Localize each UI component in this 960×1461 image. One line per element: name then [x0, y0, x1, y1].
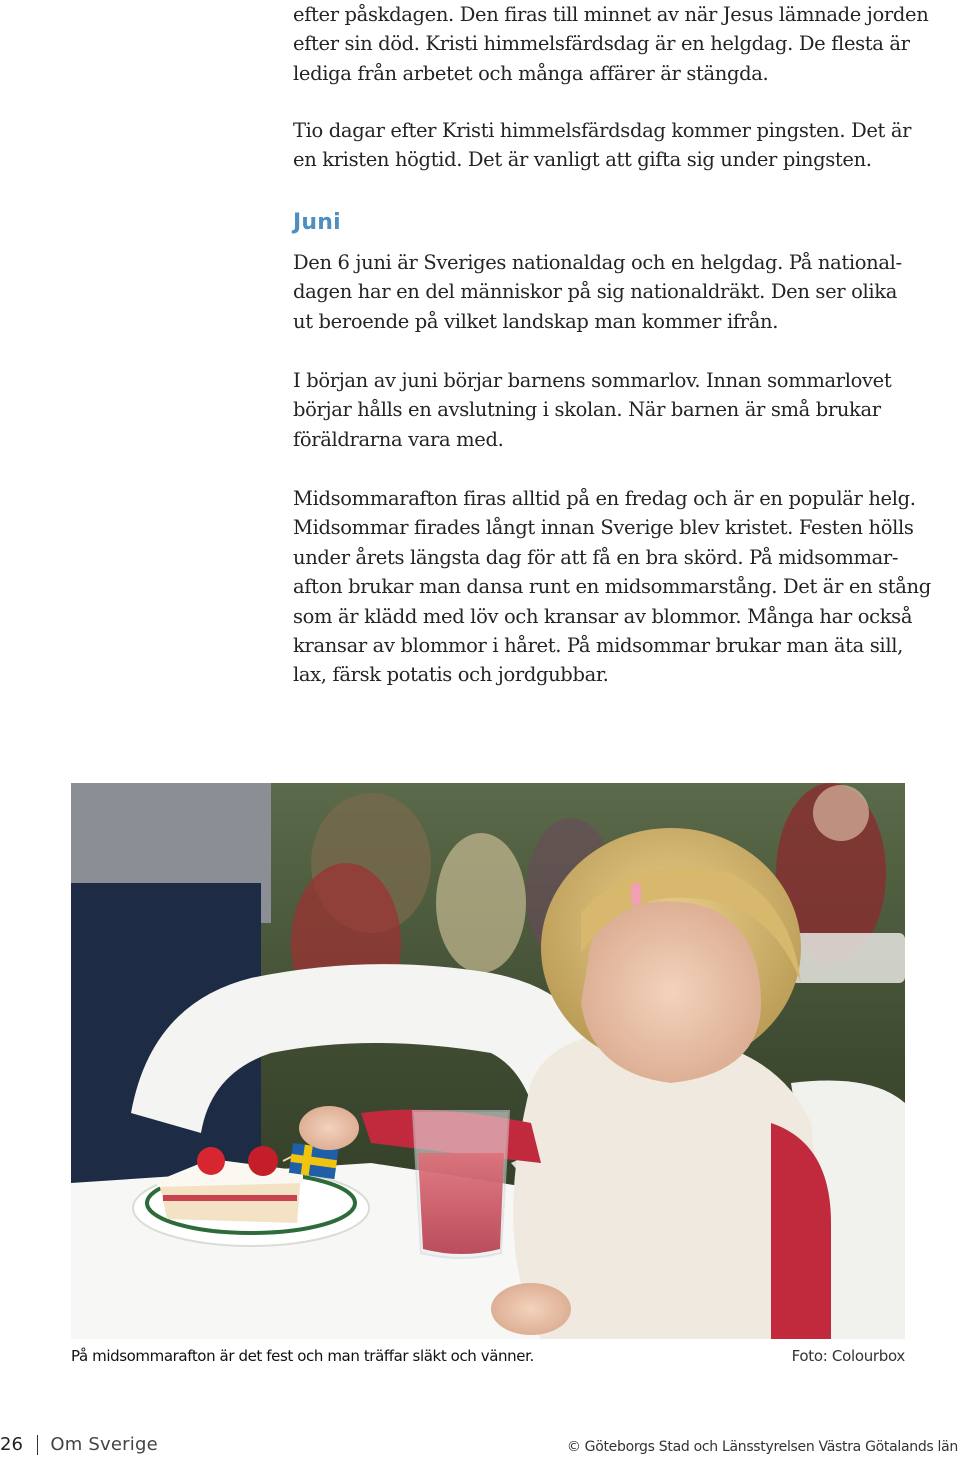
girl-face: [581, 901, 761, 1083]
section-name: Om Sverige: [50, 1434, 158, 1455]
text-line: en kristen högtid. Det är vanligt att gifta sig under pingsten.: [293, 148, 872, 172]
glass-juice: [418, 1153, 504, 1254]
strawberry: [248, 1146, 278, 1176]
text-line: efter påskdagen. Den firas till minnet av när Jesus lämnade jorden: [293, 3, 929, 26]
footer-divider: [37, 1435, 39, 1455]
girl-hand: [491, 1283, 571, 1335]
text-line: Den 6 juni är Sveriges nationaldag och en helgdag. På national-: [293, 251, 902, 274]
paragraph-ascension: [293, 0, 929, 88]
text-line: ut beroende på vilket landskap man kommer ifrån.: [293, 309, 779, 333]
paragraph-midsummer: [293, 484, 931, 690]
text-line: kransar av blommor i håret. På midsommar brukar man äta sill,: [293, 634, 903, 658]
text-line: Tio dagar efter Kristi himmelsfärdsdag kommer pingsten. Det är: [293, 119, 912, 142]
text-line: Midsommar firades långt innan Sverige blev kristet. Festen hölls: [293, 516, 914, 540]
text-line: under årets längsta dag för att få en bra skörd. På midsommar-: [293, 545, 899, 569]
strawberry: [197, 1147, 225, 1175]
text-line: dagen har en del människor på sig nationaldräkt. Den ser olika: [293, 280, 897, 304]
text-line: afton brukar man dansa runt en midsommarstång. Det är en stång: [293, 575, 931, 599]
footer-copyright: © Göteborgs Stad och Länsstyrelsen Västra Götalands län: [566, 1439, 958, 1455]
text-line: som är klädd med löv och kransar av blommor. Många har också: [293, 604, 913, 628]
blurred-table: [791, 933, 905, 983]
blurred-head: [813, 785, 869, 841]
section-heading-juni: Juni: [293, 210, 341, 235]
text-line: lediga från arbetet och många affärer är stängda.: [293, 61, 769, 85]
paragraph-national-day: [293, 248, 903, 336]
blurred-person: [436, 833, 526, 973]
text-line: lax, färsk potatis och jordgubbar.: [293, 663, 609, 687]
text-line: föräldrarna vara med.: [293, 427, 504, 451]
girl-hand: [299, 1106, 359, 1150]
text-line: Midsommarafton firas alltid på en fredag och är en populär helg.: [293, 487, 916, 510]
hair-clip: [631, 883, 641, 905]
photo-illustration: [71, 783, 905, 1339]
footer-left: [0, 1434, 158, 1455]
text-line: efter sin död. Kristi himmelsfärdsdag är en helgdag. De flesta är: [293, 32, 910, 56]
photo-credit: Foto: Colourbox: [791, 1347, 905, 1365]
photo-caption: På midsommarafton är det fest och man träffar släkt och vänner.: [71, 1347, 534, 1365]
paragraph-pentecost: [293, 116, 912, 175]
page-number: 26: [0, 1434, 23, 1455]
cake-filling: [163, 1195, 297, 1201]
midsummer-photo: [71, 783, 905, 1339]
paragraph-summer-break: [293, 366, 903, 454]
text-line: I början av juni börjar barnens sommarlov. Innan sommarlovet: [293, 369, 892, 392]
text-line: börjar hålls en avslutning i skolan. När barnen är små brukar: [293, 398, 881, 422]
